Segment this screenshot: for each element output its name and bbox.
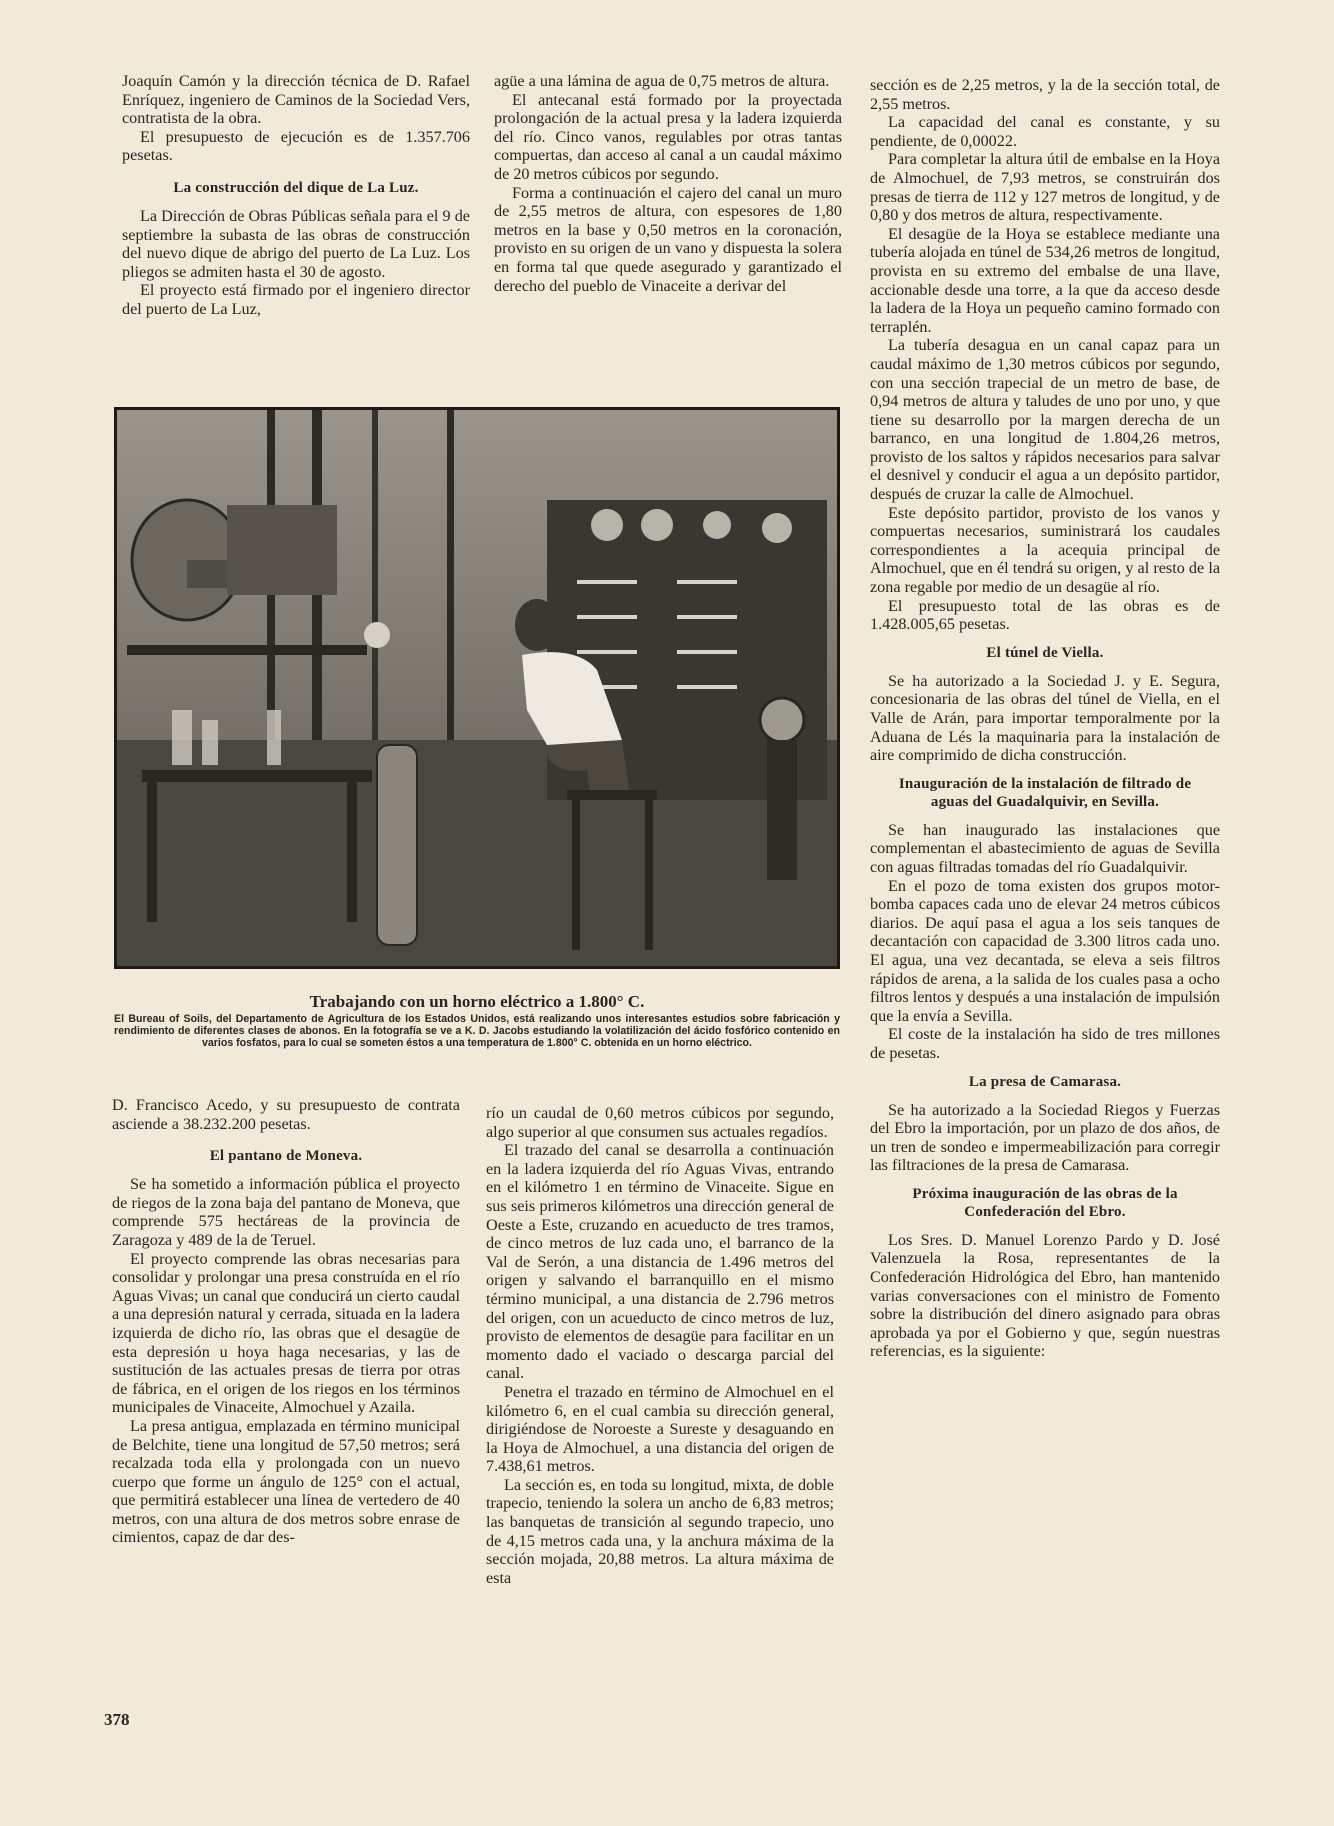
electric-furnace-illustration — [117, 410, 837, 966]
paragraph: En el pozo de toma existen dos grupos motor-bomba capaces cada uno de elevar 24 metros cúbicos diarios. De aquí pasa el agua a los seis tanques de decantación con capacidad de 3.300 litros cada uno. El agua, una vez decantada, se eleva a seis filtros rápidos de arena, a la salida de los cuales pasa a ocho filtros lentos y después a una instalación de impulsión que la envía a Sevilla. — [870, 876, 1220, 1025]
paragraph: sección es de 2,25 metros, y la de la sección total, de 2,55 metros. — [870, 76, 1220, 113]
section-heading-camarasa: La presa de Camarasa. — [968, 1073, 1122, 1090]
column-2-bottom — [486, 1104, 834, 1587]
paragraph: El trazado del canal se desarrolla a continuación en la ladera izquierda del río Aguas Vivas, entrando en el kilómetro 1 en término de Vinaceite. Sigue en sus seis primeros kilómetros una dirección general de Oeste a Este, cruzando en acueducto de tres tramos, de cinco metros de luz cada uno, el barranco de la Val de Serón, a una distancia de 1.496 metros del origen y salvando el barranquillo en el mismo término municipal, a una distancia de 2.796 metros del origen, con un acueducto de cinco metros de luz, provisto de elementos de desagüe para facilitar en un momento dado el vaciado o descarga parcial del canal. — [486, 1141, 834, 1383]
section-heading-guadalquivir: Inauguración de la instalación de filtrado de aguas del Guadalquivir, en Sevilla. — [898, 775, 1192, 810]
paragraph: Se ha autorizado a la Sociedad J. y E. Segura, concesionaria de las obras del túnel de Viella, en el Valle de Arán, para importar temporalmente por la Aduana de Lés la maquinaria para la instalación de aire comprimido de dicha construcción. — [870, 671, 1220, 765]
paragraph: El desagüe de la Hoya se establece mediante una tubería alojada en túnel de 534,26 metros de longitud, provista en su extremo del embalse de una llave, accionable desde una torre, a la que da acceso desde la ladera de la Hoya un pequeño camino formado con terraplén. — [870, 224, 1220, 336]
photo-title: Trabajando con un horno eléctrico a 1.800° C. — [309, 992, 645, 1011]
section-heading-moneva: El pantano de Moneva. — [209, 1148, 363, 1165]
column-2-top — [494, 72, 842, 295]
paragraph: Los Sres. D. Manuel Lorenzo Pardo y D. José Valenzuela la Rosa, representantes de la Confederación Hidrológica del Ebro, han mantenido varias conversaciones con el ministro de Fomento sobre la distribución del dinero asignado para obras aprobada ya por el Gobierno y que, según nuestras referencias, es la siguiente: — [870, 1230, 1220, 1361]
section-heading-viella: El túnel de Viella. — [986, 644, 1104, 661]
paragraph: Este depósito partidor, provisto de los vanos y compuertas necesarios, suministrará los caudales correspondientes a la acequia principal de Almochuel, que en él tendrá su origen, y al resto de la zona regable por medio de un desagüe al río. — [870, 503, 1220, 597]
column-1-top — [122, 72, 470, 319]
paragraph: La capacidad del canal es constante, y su pendiente, de 0,00022. — [870, 113, 1220, 150]
paragraph: agüe a una lámina de agua de 0,75 metros de altura. — [494, 72, 830, 90]
column-1-bottom — [112, 1096, 460, 1547]
paragraph: Se ha sometido a información pública el proyecto de riegos de la zona baja del pantano de Moneva, que comprende 575 hectáreas de la provincia de Zaragoza y 489 de la de Teruel. — [112, 1175, 460, 1249]
paragraph: Se han inaugurado las instalaciones que complementan el abastecimiento de aguas de Sevilla con aguas filtradas tomadas del río Guadalquivir. — [870, 820, 1220, 876]
photo-caption: El Bureau of Soils, del Departamento de Agricultura de los Estados Unidos, está realizando unos interesantes estudios sobre fabricación y rendimiento de diferentes clases de abonos. En la fotografía se ve a K. D. Jacobs estudiando la volatilización del ácido fosfórico contenido en varios fosfatos, para lo cual se someten éstos a una temperatura de 1.800° C. obtenida en un horno eléctrico. — [114, 1013, 840, 1050]
paragraph: D. Francisco Acedo, y su presupuesto de contrata asciende a 38.232.200 pesetas. — [112, 1096, 460, 1133]
paragraph: El presupuesto total de las obras es de 1.428.005,65 pesetas. — [870, 596, 1220, 634]
column-3 — [870, 76, 1220, 1361]
paragraph: El presupuesto de ejecución es de 1.357.706 pesetas. — [122, 127, 470, 165]
paragraph: La tubería desagua en un canal capaz para un caudal máximo de 1,30 metros cúbicos por segundo, con una sección trapecial de un metro de base, de 0,94 metros de altura y taludes de uno por uno, y que tiene su desarrollo por la margen derecha de un barranco, en una longitud de 1.804,26 metros, provisto de los saltos y rápidos necesarios para salvar el desnivel y conducir el agua a un depósito partidor, después de cruzar la calle de Almochuel. — [870, 336, 1220, 504]
laboratory-photo — [114, 407, 840, 969]
paragraph: río un caudal de 0,60 metros cúbicos por segundo, algo superior al que consumen sus actuales regadíos. — [486, 1104, 834, 1141]
paragraph: Forma a continuación el cajero del canal un muro de 2,55 metros de altura, con espesores de 1,80 metros en la base y 0,50 metros en la coronación, provisto en su origen de un vano y dispuesta la solera en forma tal que quede asegurado y garantizado el derecho del pueblo de Vinaceite a derivar del — [494, 183, 842, 295]
paragraph: Joaquín Camón y la dirección técnica de D. Rafael Enríquez, ingeniero de Caminos de la Sociedad Vers, contratista de la obra. — [122, 72, 470, 128]
section-heading-la-luz: La construcción del dique de La Luz. — [173, 179, 419, 196]
paragraph: El proyecto comprende las obras necesarias para consolidar y prolongar una presa construída en el río Aguas Vivas; un canal que conducirá un cierto caudal a una depresión natural y cerrada, situada en la ladera izquierda de dicho río, las obras que el desagüe de esta depresión u hoya haga necesarias, y las de sustitución de las actuales presas de tierra por otras de fábrica, en el origen de los riegos en los términos municipales de Vinaceite, Almochuel y Azaila. — [112, 1249, 460, 1417]
paragraph: La Dirección de Obras Públicas señala para el 9 de septiembre la subasta de las obras de construcción del nuevo dique de abrigo del puerto de La Luz. Los pliegos se admiten hasta el 30 de agosto. — [122, 206, 470, 281]
paragraph: La sección es, en toda su longitud, mixta, de doble trapecio, teniendo la solera un ancho de 6,83 metros; las banquetas de transición al segundo trapecio, uno de 4,15 metros cada una, y la anchura máxima de la sección mojada, 20,88 metros. La altura máxima de esta — [486, 1475, 834, 1587]
paragraph: El coste de la instalación ha sido de tres millones de pesetas. — [870, 1025, 1220, 1062]
paragraph: La presa antigua, emplazada en término municipal de Belchite, tiene una longitud de 57,50 metros; será recalzada toda ella y prolongada con un nuevo cuerpo que forme un ángulo de 125° con el actual, que permitirá establecer una línea de vertedero de 40 metros, con una altura de dos metros sobre enrase de cimientos, capaz de dar des- — [112, 1416, 460, 1547]
section-heading-confederacion: Próxima inauguración de las obras de la Confederación del Ebro. — [912, 1185, 1178, 1220]
paragraph: Para completar la altura útil de embalse en la Hoya de Almochuel, de 7,93 metros, se construirán dos presas de tierra de 112 y 127 metros de longitud, y de 0,80 y dos metros de altura, respectivamente. — [870, 150, 1220, 225]
paragraph: Penetra el trazado en término de Almochuel en el kilómetro 6, en el cual cambia su dirección general, dirigiéndose de Noroeste a Sureste y desaguando en la Hoya de Almochuel, a una distancia del origen de 7.438,61 metros. — [486, 1382, 834, 1476]
paragraph: El proyecto está firmado por el ingeniero director del puerto de La Luz, — [122, 281, 470, 318]
paragraph: El antecanal está formado por la proyectada prolongación de la actual presa y la ladera izquierda del río. Cinco vanos, regulables por otras tantas compuertas, dan acceso al canal a un caudal máximo de 20 metros cúbicos por segundo. — [494, 90, 842, 183]
page-number: 378 — [104, 1710, 130, 1729]
paragraph: Se ha autorizado a la Sociedad Riegos y Fuerzas del Ebro la importación, por un plazo de dos años, de un tren de sondeo e impermeabilización para corregir las filtraciones de la presa de Camarasa. — [870, 1100, 1220, 1175]
